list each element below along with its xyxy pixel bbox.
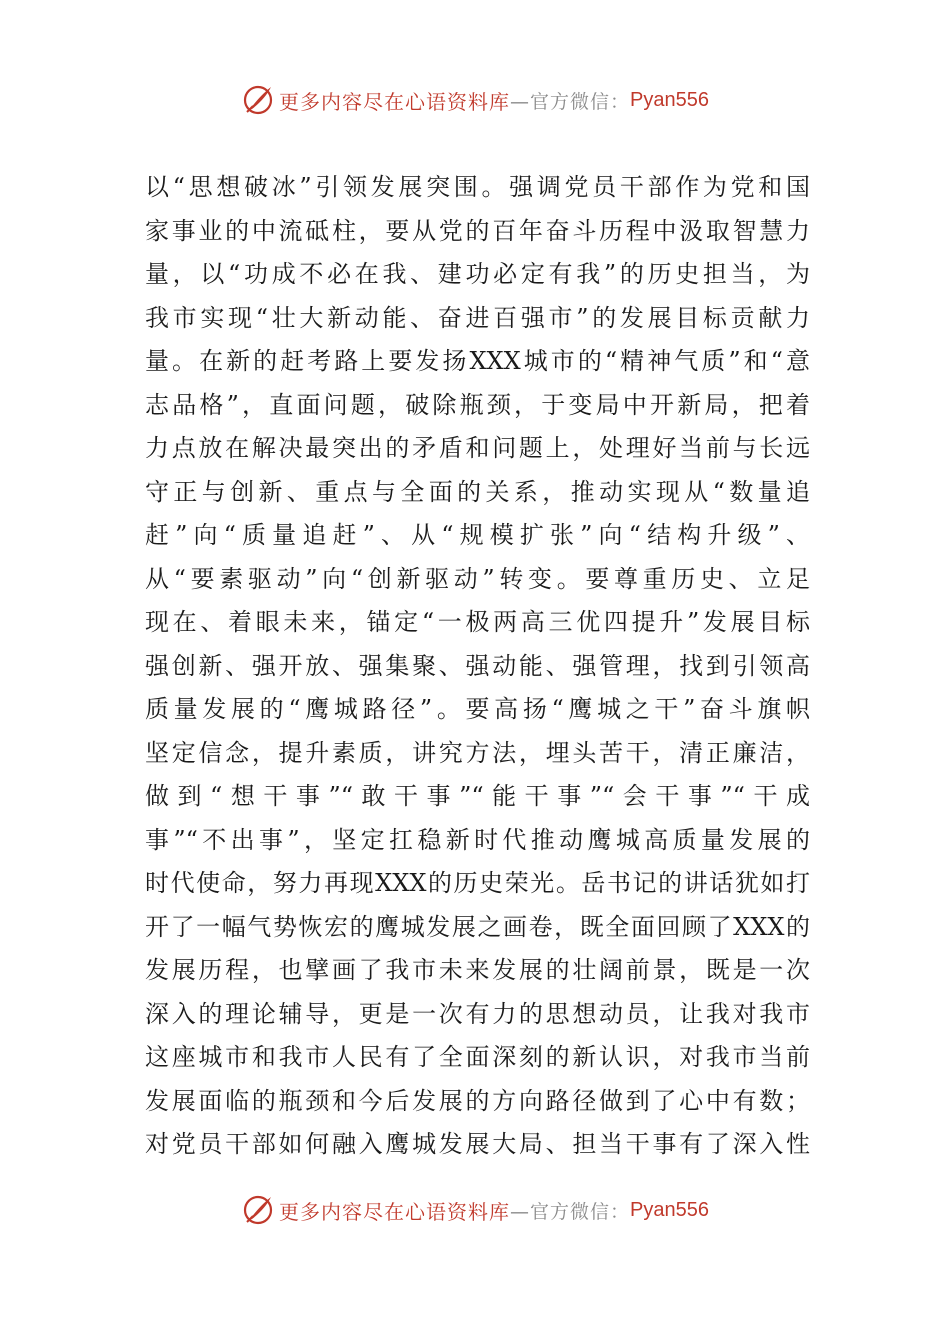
- text-line: 对党员干部如何融入鹰城发展大局、担当干事有了深入性: [145, 1130, 810, 1158]
- wechat-id: Pyan556: [630, 88, 709, 111]
- text-line: 我市实现“壮大新动能、奋进百强市”的发展目标贡献力: [145, 303, 810, 332]
- text-line: 发展历程，也擘画了我市未来发展的壮阔前景，既是一次: [145, 956, 810, 984]
- text-line: 守正与创新、重点与全面的关系，推动实现从“数量追: [145, 477, 810, 506]
- text-line: 强创新、强开放、强集聚、强动能、强管理，找到引领高: [145, 651, 810, 680]
- text-line: 发展面临的瓶颈和今后发展的方向路径做到了心中有数；: [145, 1086, 810, 1115]
- text-line: 深入的理论辅导，更是一次有力的思想动员，让我对我市: [145, 999, 810, 1028]
- text-line: 事”“不出事”，坚定扛稳新时代推动鹰城高质量发展的: [145, 825, 810, 854]
- text-line: 这座城市和我市人民有了全面深刻的新认识，对我市当前: [145, 1043, 810, 1071]
- text-line: 量，以“功成不必在我、建功必定有我”的历史担当，为: [145, 260, 810, 288]
- quill-pen-icon: [241, 1193, 275, 1227]
- text-line: 质量发展的“鹰城路径”。要高扬“鹰城之干”奋斗旗帜: [145, 695, 810, 723]
- official-label: —官方微信：: [510, 90, 631, 113]
- text-line: 开了一幅气势恢宏的鹰城发展之画卷，既全面回顾了XXX的: [145, 912, 810, 941]
- text-line: 志品格”，直面问题，破除瓶颈，于变局中开新局，把着: [145, 390, 810, 419]
- document-body: [145, 166, 810, 1167]
- text-line: 家事业的中流砥柱，要从党的百年奋斗历程中汲取智慧力: [145, 216, 810, 245]
- footer-banner: [0, 1190, 950, 1230]
- text-line: 时代使命，努力再现XXX的历史荣光。岳书记的讲话犹如打: [145, 869, 810, 897]
- brand-text: 更多内容尽在心语资料库: [279, 1199, 510, 1224]
- text-line: 量。在新的赶考路上要发扬XXX城市的“精神气质”和“意: [145, 347, 810, 375]
- text-line: 做到“想干事”“敢干事”“能干事”“会干事”“干成: [145, 782, 810, 810]
- header-banner: [0, 80, 950, 120]
- brand-text: 更多内容尽在心语资料库: [279, 89, 510, 114]
- text-line: 坚定信念，提升素质，讲究方法，埋头苦干，清正廉洁，: [145, 738, 810, 767]
- text-line: 从“要素驱动”向“创新驱动”转变。要尊重历史、立足: [145, 564, 810, 593]
- text-line: 力点放在解决最突出的矛盾和问题上，处理好当前与长远: [145, 434, 810, 462]
- text-line: 现在、着眼未来，锚定“一极两高三优四提升”发展目标: [145, 608, 810, 636]
- quill-pen-icon: [241, 83, 275, 117]
- text-line: 赶”向“质量追赶”、从“规模扩张”向“结构升级”、: [145, 521, 810, 549]
- wechat-id: Pyan556: [630, 1198, 709, 1221]
- text-line: 以“思想破冰”引领发展突围。强调党员干部作为党和国: [145, 173, 810, 201]
- official-label: —官方微信：: [510, 1200, 631, 1223]
